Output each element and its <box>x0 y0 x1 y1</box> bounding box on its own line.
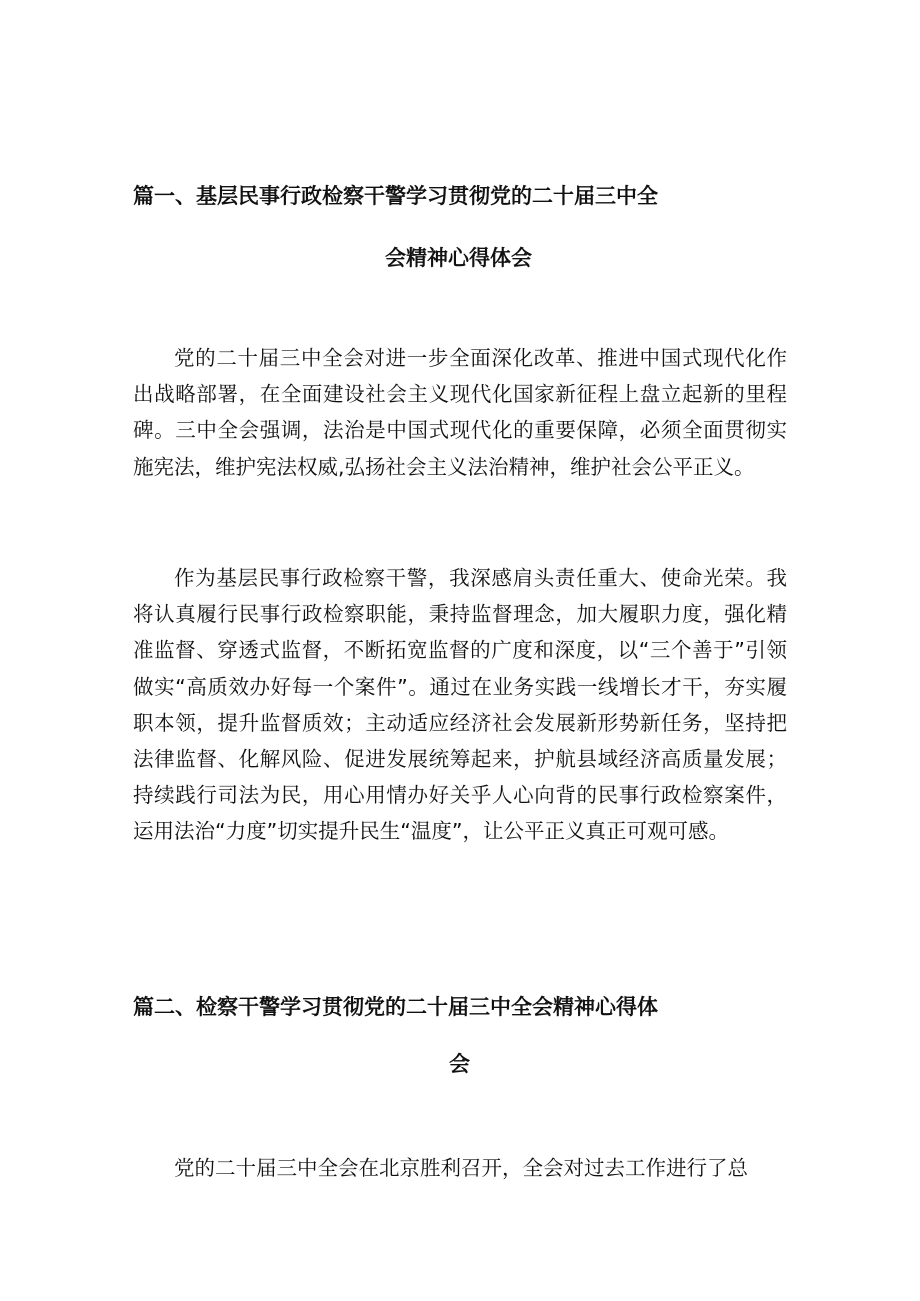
section1-title-line1: 篇一、基层民事行政检察干警学习贯彻党的二十届三中全 <box>133 184 658 208</box>
section2-title-line2: 会 <box>449 1052 470 1076</box>
section1-title-line2: 会精神心得体会 <box>385 246 532 270</box>
section2-paragraph-1: 党的二十届三中全会在北京胜利召开，全会对过去工作进行了总 <box>174 1156 748 1180</box>
section1-paragraph-2: 作为基层民事行政检察干警，我深感肩头责任重大、使命光荣。我将认真履行民事行政检察职能，秉持监督理念，加大履职力度，强化精准监督、穿透式监督，不断拓宽监督的广度和深度，以“三个善于”引领做实“高质效办好每一个案件”。通过在业务实践一线增长才干，夯实履职本领，提升监督质效；主动适应经济社会发展新形势新任务，坚持把法律监督、化解风险、促进发展统筹起来，护航县域经济高质量发展；持续践行司法为民，用心用情办好关乎人心向背的民事行政检察案件，运用法治“力度”切实提升民生“温度”，让公平正义真正可观可感。 <box>133 566 787 844</box>
section1-paragraph-1: 党的二十届三中全会对进一步全面深化改革、推进中国式现代化作出战略部署，在全面建设社会主义现代化国家新征程上盘立起新的里程碑。三中全会强调，法治是中国式现代化的重要保障，必须全面贯彻实施宪法，维护宪法权威,弘扬社会主义法治精神，维护社会公平正义。 <box>133 346 787 479</box>
section2-title-line1: 篇二、检察干警学习贯彻党的二十届三中全会精神心得体 <box>133 995 658 1019</box>
